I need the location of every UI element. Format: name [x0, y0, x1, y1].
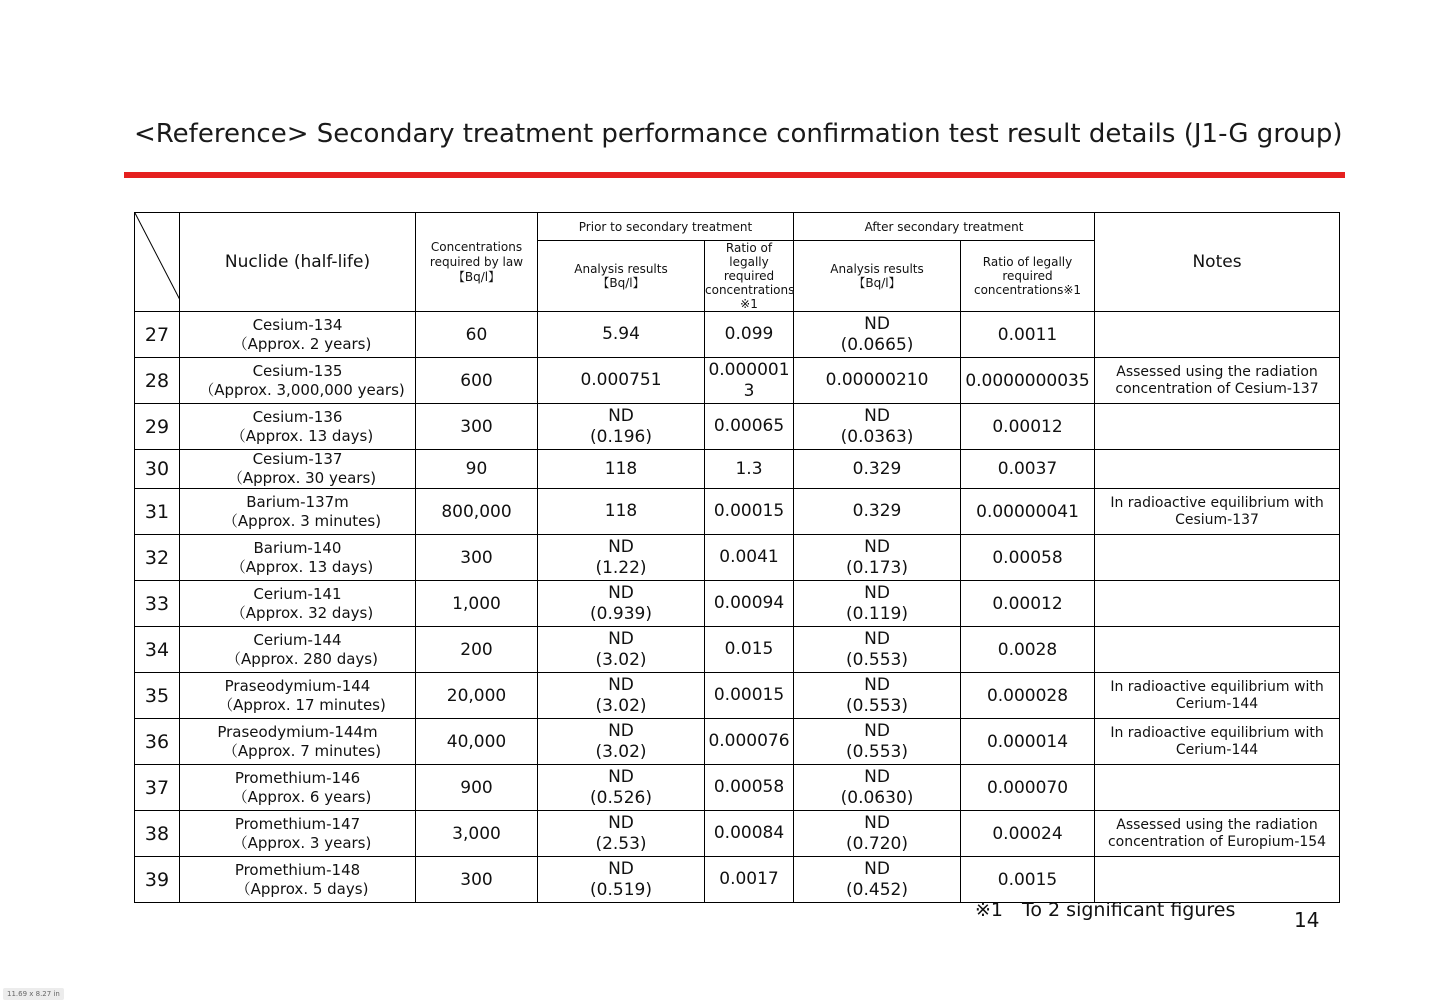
prior-result-cell: ND (3.02) — [538, 719, 705, 765]
half-life: （Approx. 13 days) — [230, 557, 374, 576]
nuclide-cell — [180, 765, 416, 811]
row-number: 28 — [135, 358, 180, 404]
half-life: （Approx. 30 years) — [227, 469, 377, 487]
after-result-cell: 0.329 — [794, 450, 961, 489]
page-size-badge: 11.69 x 8.27 in — [3, 988, 64, 1000]
prior-result-cell: 5.94 — [538, 312, 705, 358]
row-number: 35 — [135, 673, 180, 719]
header-prior-group: Prior to secondary treatment — [538, 213, 794, 241]
row-number: 29 — [135, 404, 180, 450]
concentration-cell: 300 — [416, 404, 538, 450]
nuclide-cell — [180, 358, 416, 404]
table-row — [135, 535, 1340, 581]
row-number: 32 — [135, 535, 180, 581]
prior-result-cell: ND (2.53) — [538, 811, 705, 857]
after-ratio-cell: 0.00012 — [961, 404, 1095, 450]
row-number: 30 — [135, 450, 180, 489]
after-ratio-cell: 0.0011 — [961, 312, 1095, 358]
after-result-cell: ND (0.0630) — [794, 765, 961, 811]
nuclide-name: Cesium-137 — [252, 450, 343, 468]
nuclide-name: Promethium-147 — [234, 814, 361, 833]
concentration-cell: 800,000 — [416, 489, 538, 535]
after-result-cell: ND (0.720) — [794, 811, 961, 857]
after-result-cell: ND (0.553) — [794, 627, 961, 673]
prior-ratio-cell: 0.00094 — [705, 581, 794, 627]
footnote: ※1 To 2 significant figures — [975, 899, 1236, 921]
prior-result-cell: ND (3.02) — [538, 673, 705, 719]
half-life: （Approx. 3 years) — [232, 833, 372, 852]
after-ratio-cell: 0.0000000035 — [961, 358, 1095, 404]
prior-result-cell: ND (0.519) — [538, 857, 705, 903]
prior-ratio-cell: 0.000076 — [705, 719, 794, 765]
concentration-cell: 1,000 — [416, 581, 538, 627]
half-life: （Approx. 32 days) — [230, 603, 374, 622]
prior-ratio-cell: 0.00015 — [705, 489, 794, 535]
notes-cell — [1095, 581, 1340, 627]
page-number: 14 — [1294, 908, 1320, 932]
half-life: （Approx. 2 years) — [232, 334, 372, 353]
concentration-cell: 90 — [416, 450, 538, 489]
concentration-cell: 600 — [416, 358, 538, 404]
nuclide-cell — [180, 489, 416, 535]
slide-title: <Reference> Secondary treatment performance confirmation test result details (J1-G group) — [134, 119, 1343, 149]
after-result-cell: ND (0.553) — [794, 719, 961, 765]
notes-cell: In radioactive equilibrium with Cesium-137 — [1095, 489, 1340, 535]
header-nuclide: Nuclide (half-life) — [180, 213, 416, 312]
half-life: （Approx. 280 days) — [226, 649, 378, 668]
notes-cell — [1095, 312, 1340, 358]
table-row — [135, 404, 1340, 450]
concentration-cell: 200 — [416, 627, 538, 673]
concentration-cell: 300 — [416, 857, 538, 903]
notes-cell: Assessed using the radiation concentration of Cesium-137 — [1095, 358, 1340, 404]
nuclide-cell — [180, 450, 416, 489]
after-ratio-cell: 0.0037 — [961, 450, 1095, 489]
row-number: 37 — [135, 765, 180, 811]
concentration-cell: 900 — [416, 765, 538, 811]
after-ratio-cell: 0.00058 — [961, 535, 1095, 581]
after-result-cell: 0.329 — [794, 489, 961, 535]
notes-cell — [1095, 535, 1340, 581]
concentration-cell: 3,000 — [416, 811, 538, 857]
prior-ratio-cell: 1.3 — [705, 450, 794, 489]
prior-ratio-cell: 0.0017 — [705, 857, 794, 903]
nuclide-cell — [180, 404, 416, 450]
notes-cell — [1095, 627, 1340, 673]
after-result-cell: 0.00000210 — [794, 358, 961, 404]
nuclide-name: Promethium-148 — [234, 860, 361, 879]
prior-ratio-cell: 0.099 — [705, 312, 794, 358]
header-after-group: After secondary treatment — [794, 213, 1095, 241]
table-row — [135, 627, 1340, 673]
nuclide-cell — [180, 811, 416, 857]
nuclide-name: Promethium-146 — [234, 768, 361, 787]
nuclide-name: Barium-137m — [246, 492, 349, 511]
after-result-cell: ND (0.119) — [794, 581, 961, 627]
after-ratio-cell: 0.0028 — [961, 627, 1095, 673]
row-number: 38 — [135, 811, 180, 857]
nuclide-name: Cerium-141 — [253, 584, 342, 603]
prior-result-cell: 118 — [538, 450, 705, 489]
prior-ratio-cell: 0.00015 — [705, 673, 794, 719]
row-number: 36 — [135, 719, 180, 765]
after-ratio-cell: 0.0015 — [961, 857, 1095, 903]
half-life: （Approx. 13 days) — [230, 426, 374, 445]
table-row — [135, 312, 1340, 358]
prior-ratio-cell: 0.00084 — [705, 811, 794, 857]
notes-cell — [1095, 765, 1340, 811]
nuclide-cell — [180, 857, 416, 903]
header-after-analysis: Analysis results 【Bq/l】 — [794, 241, 961, 312]
nuclide-name: Cerium-144 — [253, 630, 342, 649]
after-result-cell: ND (0.0363) — [794, 404, 961, 450]
prior-ratio-cell: 0.00065 — [705, 404, 794, 450]
after-result-cell: ND (0.0665) — [794, 312, 961, 358]
nuclide-cell — [180, 581, 416, 627]
header-notes: Notes — [1095, 213, 1340, 312]
table-row — [135, 489, 1340, 535]
table-row — [135, 673, 1340, 719]
after-result-cell: ND (0.452) — [794, 857, 961, 903]
title-divider — [124, 172, 1345, 178]
half-life: （Approx. 3 minutes) — [222, 511, 382, 530]
prior-result-cell: ND (1.22) — [538, 535, 705, 581]
after-ratio-cell: 0.00024 — [961, 811, 1095, 857]
row-number: 34 — [135, 627, 180, 673]
row-number: 39 — [135, 857, 180, 903]
concentration-cell: 20,000 — [416, 673, 538, 719]
prior-result-cell: ND (0.939) — [538, 581, 705, 627]
header-concentration-law: Concentrations required by law 【Bq/l】 — [416, 213, 538, 312]
nuclide-name: Cesium-135 — [252, 361, 343, 380]
prior-ratio-cell: 0.00058 — [705, 765, 794, 811]
prior-ratio-cell: 0.000001 3 — [705, 358, 794, 404]
table-row — [135, 581, 1340, 627]
prior-result-cell: ND (3.02) — [538, 627, 705, 673]
table-row — [135, 811, 1340, 857]
after-result-cell: ND (0.173) — [794, 535, 961, 581]
nuclide-name: Praseodymium-144m — [217, 722, 378, 741]
header-corner — [135, 213, 180, 312]
notes-cell — [1095, 450, 1340, 489]
notes-cell — [1095, 404, 1340, 450]
prior-result-cell: 0.000751 — [538, 358, 705, 404]
row-number: 33 — [135, 581, 180, 627]
nuclide-cell — [180, 673, 416, 719]
nuclide-name: Cesium-136 — [252, 407, 343, 426]
nuclide-cell — [180, 627, 416, 673]
notes-cell: Assessed using the radiation concentration of Europium-154 — [1095, 811, 1340, 857]
half-life: （Approx. 5 days) — [235, 879, 369, 898]
nuclide-cell — [180, 312, 416, 358]
header-after-ratio: Ratio of legally required concentrations※1 — [961, 241, 1095, 312]
nuclide-name: Barium-140 — [253, 538, 342, 557]
half-life: （Approx. 7 minutes) — [222, 741, 382, 760]
after-ratio-cell: 0.00000041 — [961, 489, 1095, 535]
row-number: 31 — [135, 489, 180, 535]
concentration-cell: 60 — [416, 312, 538, 358]
after-ratio-cell: 0.000028 — [961, 673, 1095, 719]
table-row — [135, 450, 1340, 489]
notes-cell: In radioactive equilibrium with Cerium-144 — [1095, 673, 1340, 719]
after-ratio-cell: 0.000014 — [961, 719, 1095, 765]
after-ratio-cell: 0.00012 — [961, 581, 1095, 627]
notes-cell: In radioactive equilibrium with Cerium-144 — [1095, 719, 1340, 765]
header-prior-ratio: Ratio of legally required concentrations ※1 — [705, 241, 795, 311]
half-life: （Approx. 6 years) — [232, 787, 372, 806]
after-result-cell: ND (0.553) — [794, 673, 961, 719]
prior-result-cell: 118 — [538, 489, 705, 535]
nuclide-cell — [180, 535, 416, 581]
diagonal-line — [135, 213, 180, 300]
results-table — [134, 212, 1340, 903]
half-life: （Approx. 3,000,000 years) — [199, 380, 405, 399]
table-row — [135, 765, 1340, 811]
nuclide-name: Praseodymium-144 — [224, 676, 371, 695]
half-life: （Approx. 17 minutes) — [218, 695, 386, 714]
concentration-cell: 300 — [416, 535, 538, 581]
row-number: 27 — [135, 312, 180, 358]
prior-ratio-cell: 0.015 — [705, 627, 794, 673]
table-row — [135, 358, 1340, 404]
prior-ratio-cell: 0.0041 — [705, 535, 794, 581]
nuclide-cell — [180, 719, 416, 765]
prior-result-cell: ND (0.196) — [538, 404, 705, 450]
nuclide-name: Cesium-134 — [252, 315, 343, 334]
table-row — [135, 719, 1340, 765]
concentration-cell: 40,000 — [416, 719, 538, 765]
header-prior-analysis: Analysis results 【Bq/l】 — [538, 241, 705, 312]
after-ratio-cell: 0.000070 — [961, 765, 1095, 811]
prior-result-cell: ND (0.526) — [538, 765, 705, 811]
